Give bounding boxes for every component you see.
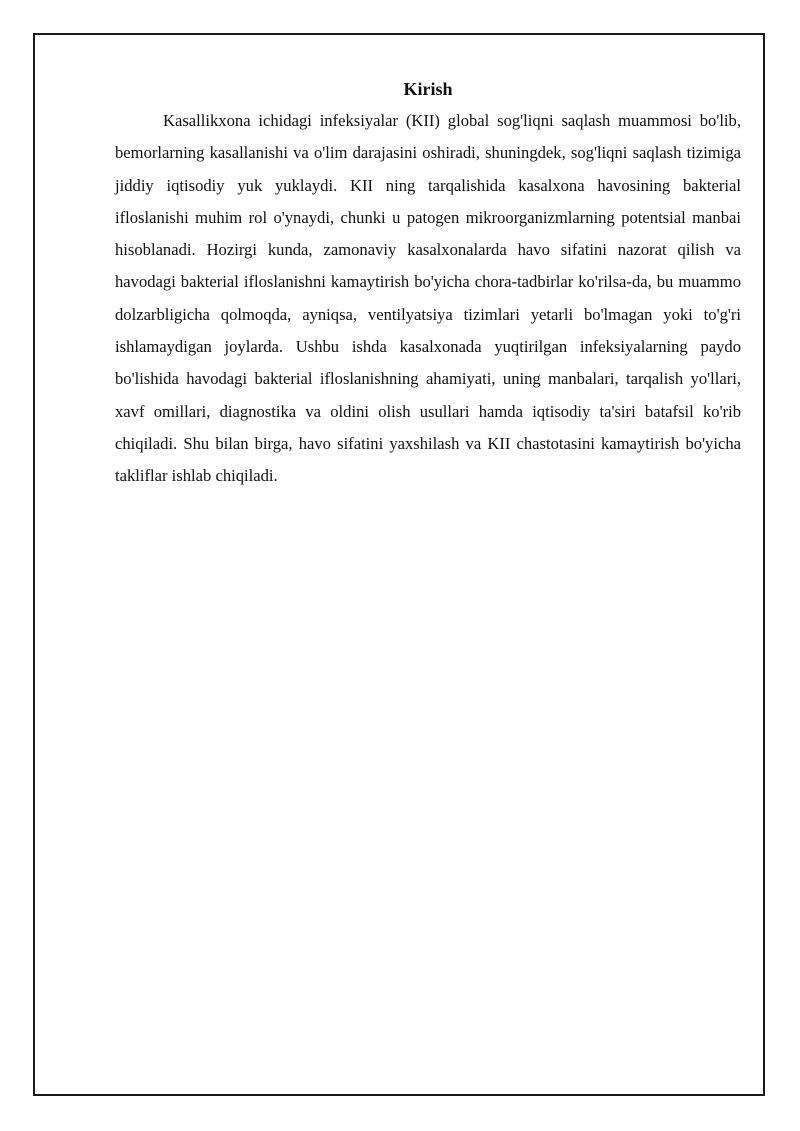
intro-paragraph: Kasallikxona ichidagi infeksiyalar (KII) global sog'liqni saqlash muammosi bo'lib, bemorlarning kasallanishi va o'lim darajasini oshiradi, shuningdek, sog'liqni saqlash tizimiga jiddiy iqtisodiy yuk yuklaydi. KII ning tarqalishida kasalxona havosining bakterial ifloslanishi muhim rol o'ynaydi, chunki u patogen mikroorganizmlarning potentsial manbai hisoblanadi. Hozirgi kunda, zamonaviy kasalxonalarda havo sifatini nazorat qilish va havodagi bakterial ifloslanishni kamaytirish bo'yicha chora-tadbirlar ko'rilsa-da, bu muammo dolzarbligicha qolmoqda, ayniqsa, ventilyatsiya tizimlari yetarli bo'lmagan yoki to'g'ri ishlamaydigan joylarda. Ushbu ishda kasalxonada yuqtirilgan infeksiyalarning paydo bo'lishida havodagi bakterial ifloslanishning ahamiyati, uning manbalari, tarqalish yo'llari, xavf omillari, diagnostika va oldini olish usullari hamda iqtisodiy ta'siri batafsil ko'rib chiqiladi. Shu bilan birga, havo sifatini yaxshilash va KII chastotasini kamaytirish bo'yicha takliflar ishlab chiqiladi. [115, 111, 741, 486]
section-heading: Kirish [403, 79, 453, 99]
document-body [115, 75, 741, 493]
